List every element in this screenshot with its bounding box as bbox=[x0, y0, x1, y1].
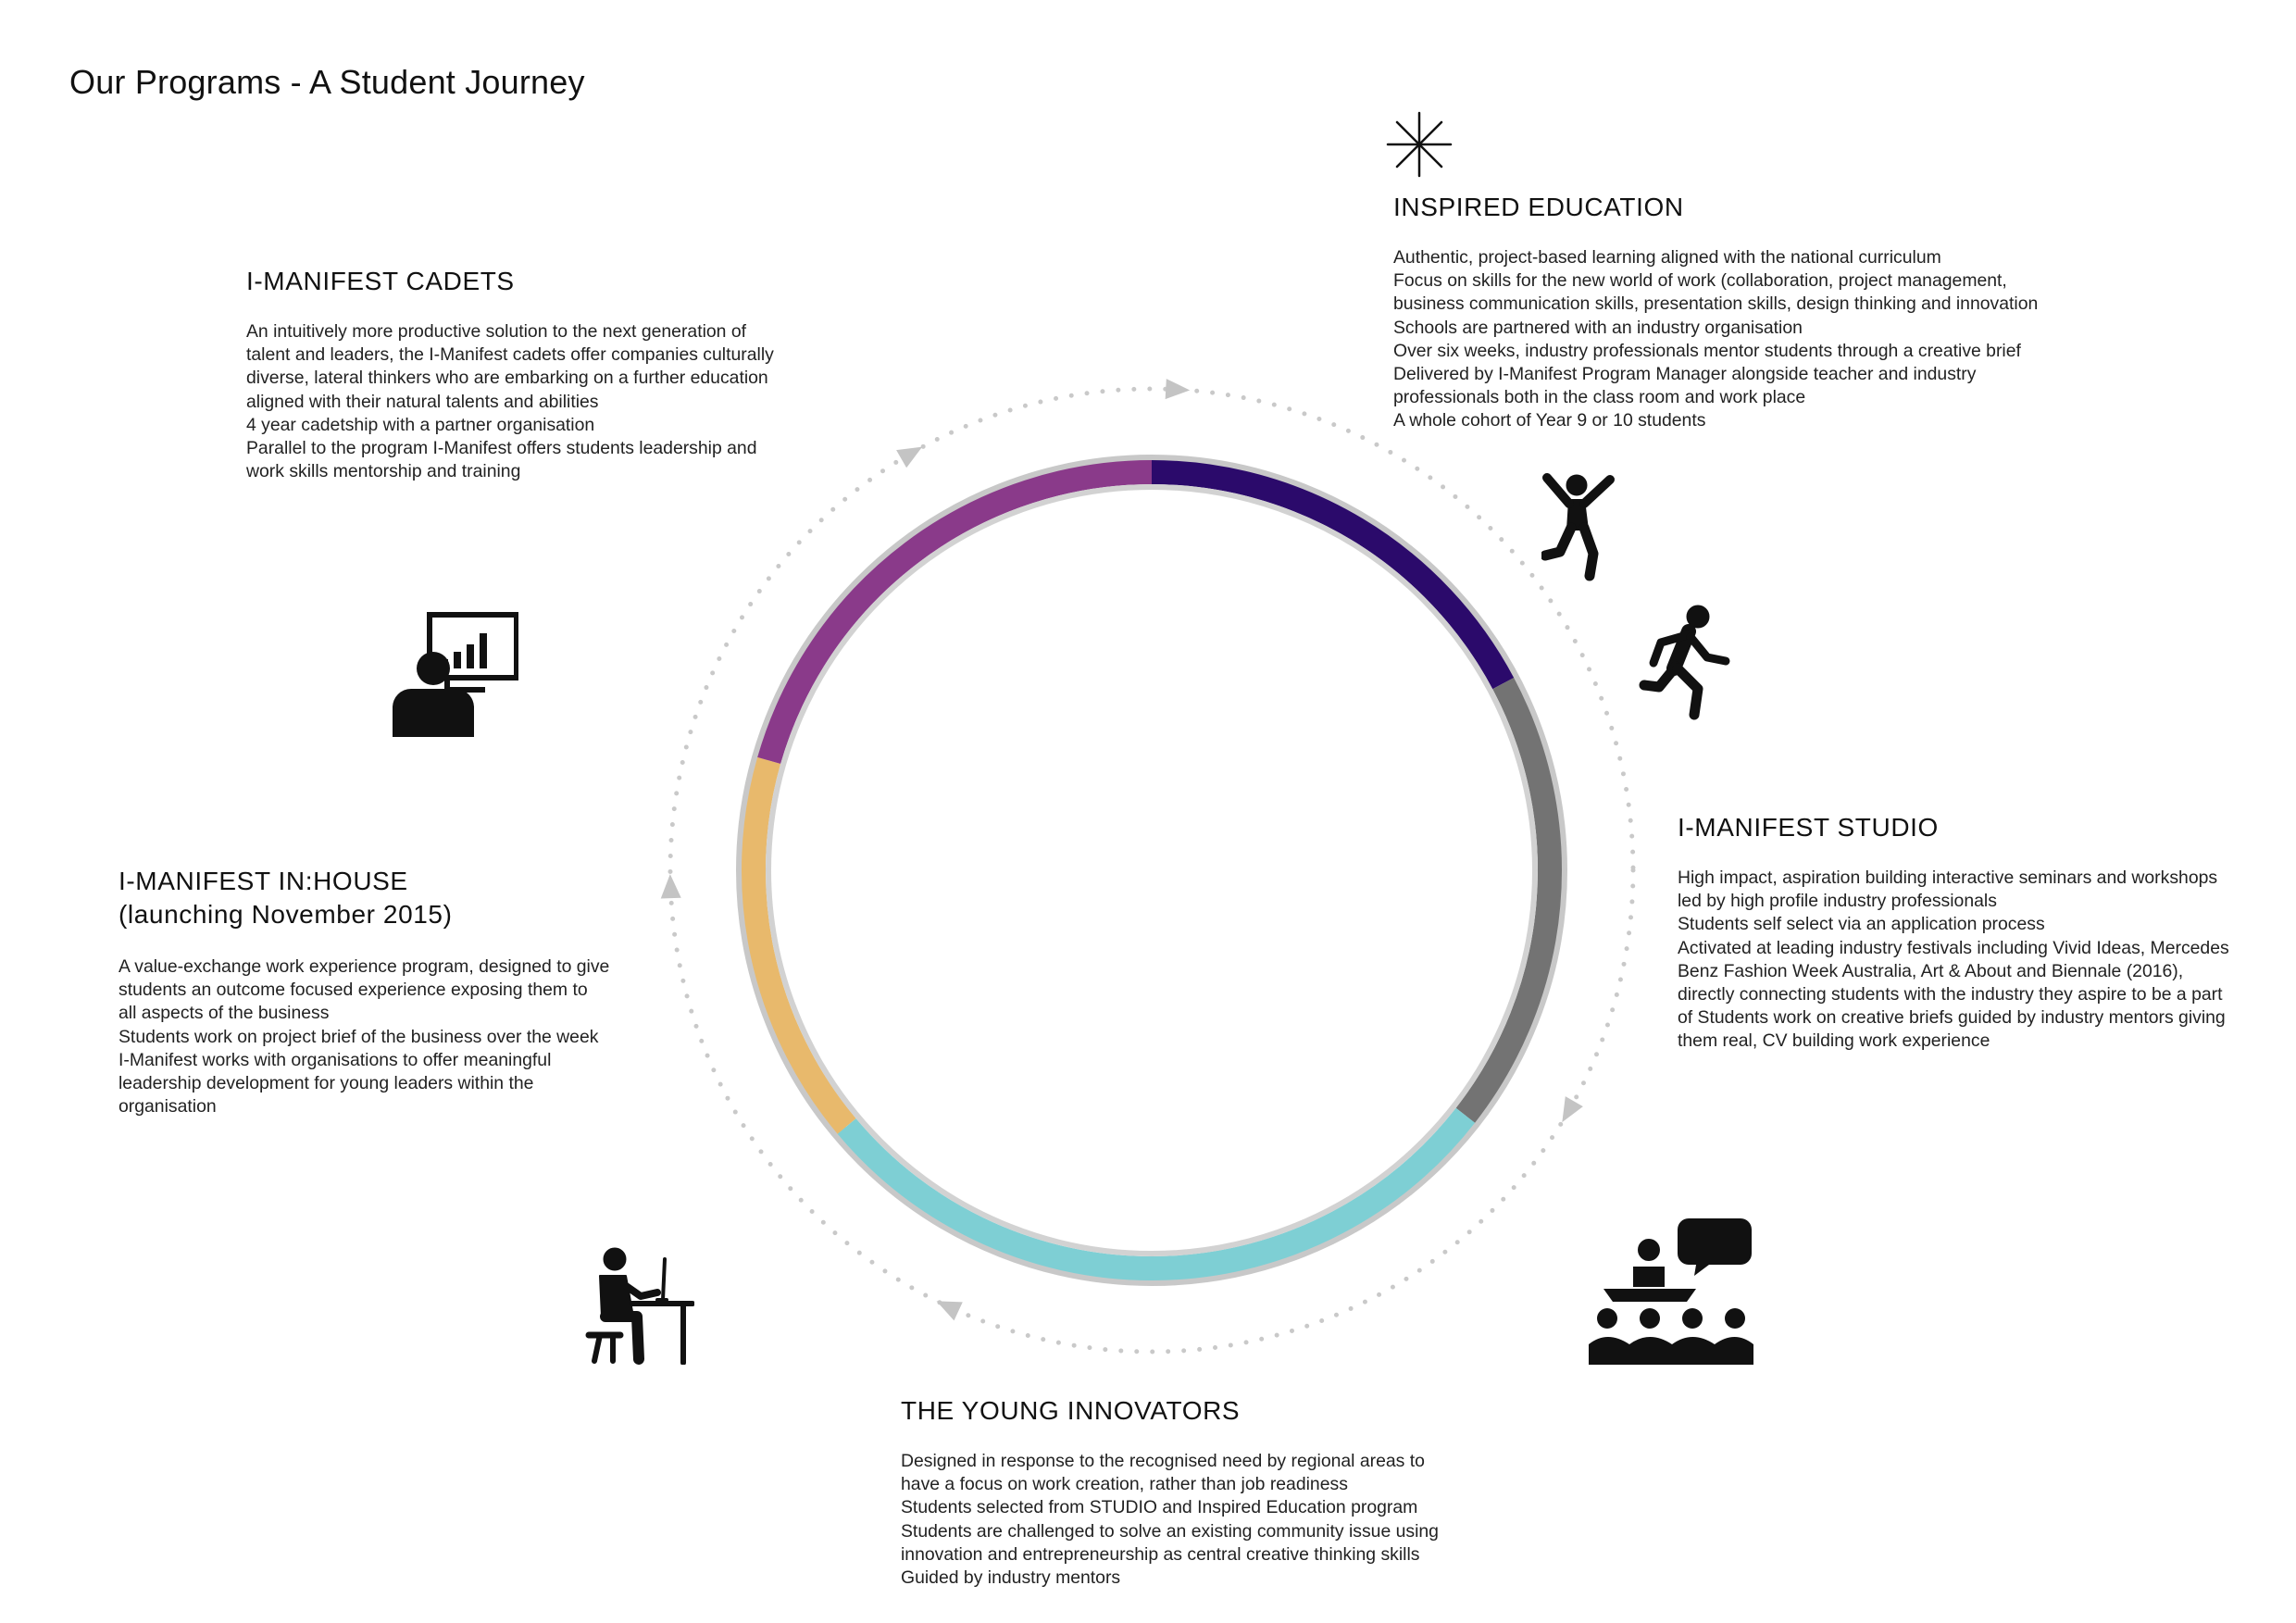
sparkle-icon bbox=[1384, 109, 1454, 180]
jumping-person-icon bbox=[1541, 472, 1617, 581]
description-line: I-Manifest works with organisations to offer meaningful bbox=[119, 1049, 552, 1070]
arrowhead-4 bbox=[660, 874, 681, 899]
description-line: Activated at leading industry festivals including Vivid Ideas, Mercedes bbox=[1678, 937, 2229, 958]
ring-segments bbox=[754, 472, 1550, 1268]
description-line: Schools are partnered with an industry organisation bbox=[1393, 317, 1803, 338]
program-description bbox=[901, 1450, 1439, 1590]
description-line: Focus on skills for the new world of work (collaboration, project management, bbox=[1393, 270, 2007, 292]
description-line: Parallel to the program I-Manifest offers students leadership and bbox=[246, 438, 757, 459]
description-line: leadership development for young leaders within the bbox=[119, 1073, 534, 1094]
description-line: An intuitively more productive solution to the next generation of bbox=[246, 321, 747, 342]
description-line: A value-exchange work experience program, designed to give bbox=[119, 956, 610, 977]
description-line: Guided by industry mentors bbox=[901, 1567, 1121, 1589]
program-description bbox=[119, 955, 609, 1118]
program-title-main: I-MANIFEST IN:HOUSE bbox=[119, 867, 408, 895]
description-line: Students selected from STUDIO and Inspired Education program bbox=[901, 1497, 1418, 1518]
description-line: all aspects of the business bbox=[119, 1003, 330, 1024]
program-title: I-MANIFEST CADETS bbox=[246, 267, 515, 295]
program-title: INSPIRED EDUCATION bbox=[1393, 193, 1684, 221]
description-line: organisation bbox=[119, 1096, 217, 1117]
description-line: High impact, aspiration building interactive seminars and workshops bbox=[1678, 868, 2218, 888]
description-line: professionals both in the class room and work place bbox=[1393, 387, 1806, 408]
program-subtitle: (launching November 2015) bbox=[119, 900, 453, 929]
description-line: Authentic, project-based learning aligned with the national curriculum bbox=[1393, 247, 1941, 268]
path-arrowheads bbox=[660, 379, 1583, 1320]
description-line: innovation and entrepreneurship as central creative thinking skills bbox=[901, 1543, 1420, 1565]
ring-inner-rim bbox=[768, 487, 1535, 1254]
person-at-computer-desk-icon bbox=[585, 1244, 694, 1365]
running-person-icon bbox=[1639, 604, 1733, 720]
description-line: Designed in response to the recognised need by regional areas to bbox=[901, 1451, 1425, 1471]
description-line: Students work on project brief of the business over the week bbox=[119, 1026, 599, 1047]
description-line: led by high profile industry professionals bbox=[1678, 891, 1997, 912]
program-description bbox=[1678, 867, 2229, 1054]
program-title: I-MANIFEST STUDIO bbox=[1678, 813, 1939, 842]
arrowhead-5 bbox=[896, 438, 928, 468]
description-line: work skills mentorship and training bbox=[246, 461, 521, 482]
program-description bbox=[1393, 246, 2038, 433]
program-cadets bbox=[246, 267, 774, 483]
dotted-journey-path bbox=[670, 389, 1633, 1352]
description-line: Students self select via an application process bbox=[1678, 914, 2045, 935]
description-line: Benz Fashion Week Australia, Art & About and Biennale (2016), bbox=[1678, 960, 2184, 981]
arrowhead-1 bbox=[1166, 379, 1191, 400]
presenter-audience-icon bbox=[1589, 1213, 1753, 1365]
arrowhead-3 bbox=[932, 1292, 963, 1320]
description-line: Delivered by I-Manifest Program Manager alongside teacher and industry bbox=[1393, 364, 1977, 385]
segment-inhouse bbox=[754, 760, 847, 1126]
description-line: them real, CV building work experience bbox=[1678, 1030, 1990, 1052]
segment-studio bbox=[1466, 683, 1550, 1116]
description-line: business communication skills, presentation skills, design thinking and innovation bbox=[1393, 293, 2039, 315]
description-line: students an outcome focused experience exposing them to bbox=[119, 980, 588, 1001]
description-line: A whole cohort of Year 9 or 10 students bbox=[1393, 410, 1706, 431]
description-line: of Students work on creative briefs guided by industry mentors giving bbox=[1678, 1007, 2226, 1029]
description-line: Over six weeks, industry professionals mentor students through a creative brief bbox=[1393, 340, 2021, 361]
program-inhouse bbox=[119, 865, 609, 1118]
description-line: talent and leaders, the I-Manifest cadets offer companies culturally bbox=[246, 344, 774, 366]
program-description bbox=[246, 320, 774, 483]
program-title bbox=[119, 865, 609, 931]
description-line: 4 year cadetship with a partner organisation bbox=[246, 414, 595, 435]
segment-inspired-education bbox=[1152, 472, 1504, 683]
description-line: have a focus on work creation, rather than job readiness bbox=[901, 1474, 1348, 1495]
program-young-innovators bbox=[901, 1396, 1439, 1590]
arrowhead-2 bbox=[1554, 1096, 1583, 1128]
presenter-chart-icon bbox=[391, 611, 518, 739]
program-title: THE YOUNG INNOVATORS bbox=[901, 1396, 1241, 1425]
description-line: Students are challenged to solve an existing community issue using bbox=[901, 1520, 1439, 1542]
description-line: directly connecting students with the industry they aspire to be a part bbox=[1678, 984, 2223, 1005]
description-line: diverse, lateral thinkers who are embarking on a further education bbox=[246, 368, 768, 389]
program-inspired-education bbox=[1393, 193, 2038, 433]
description-line: aligned with their natural talents and abilities bbox=[246, 391, 599, 412]
program-studio bbox=[1678, 813, 2229, 1054]
page-title: Our Programs - A Student Journey bbox=[69, 63, 585, 101]
